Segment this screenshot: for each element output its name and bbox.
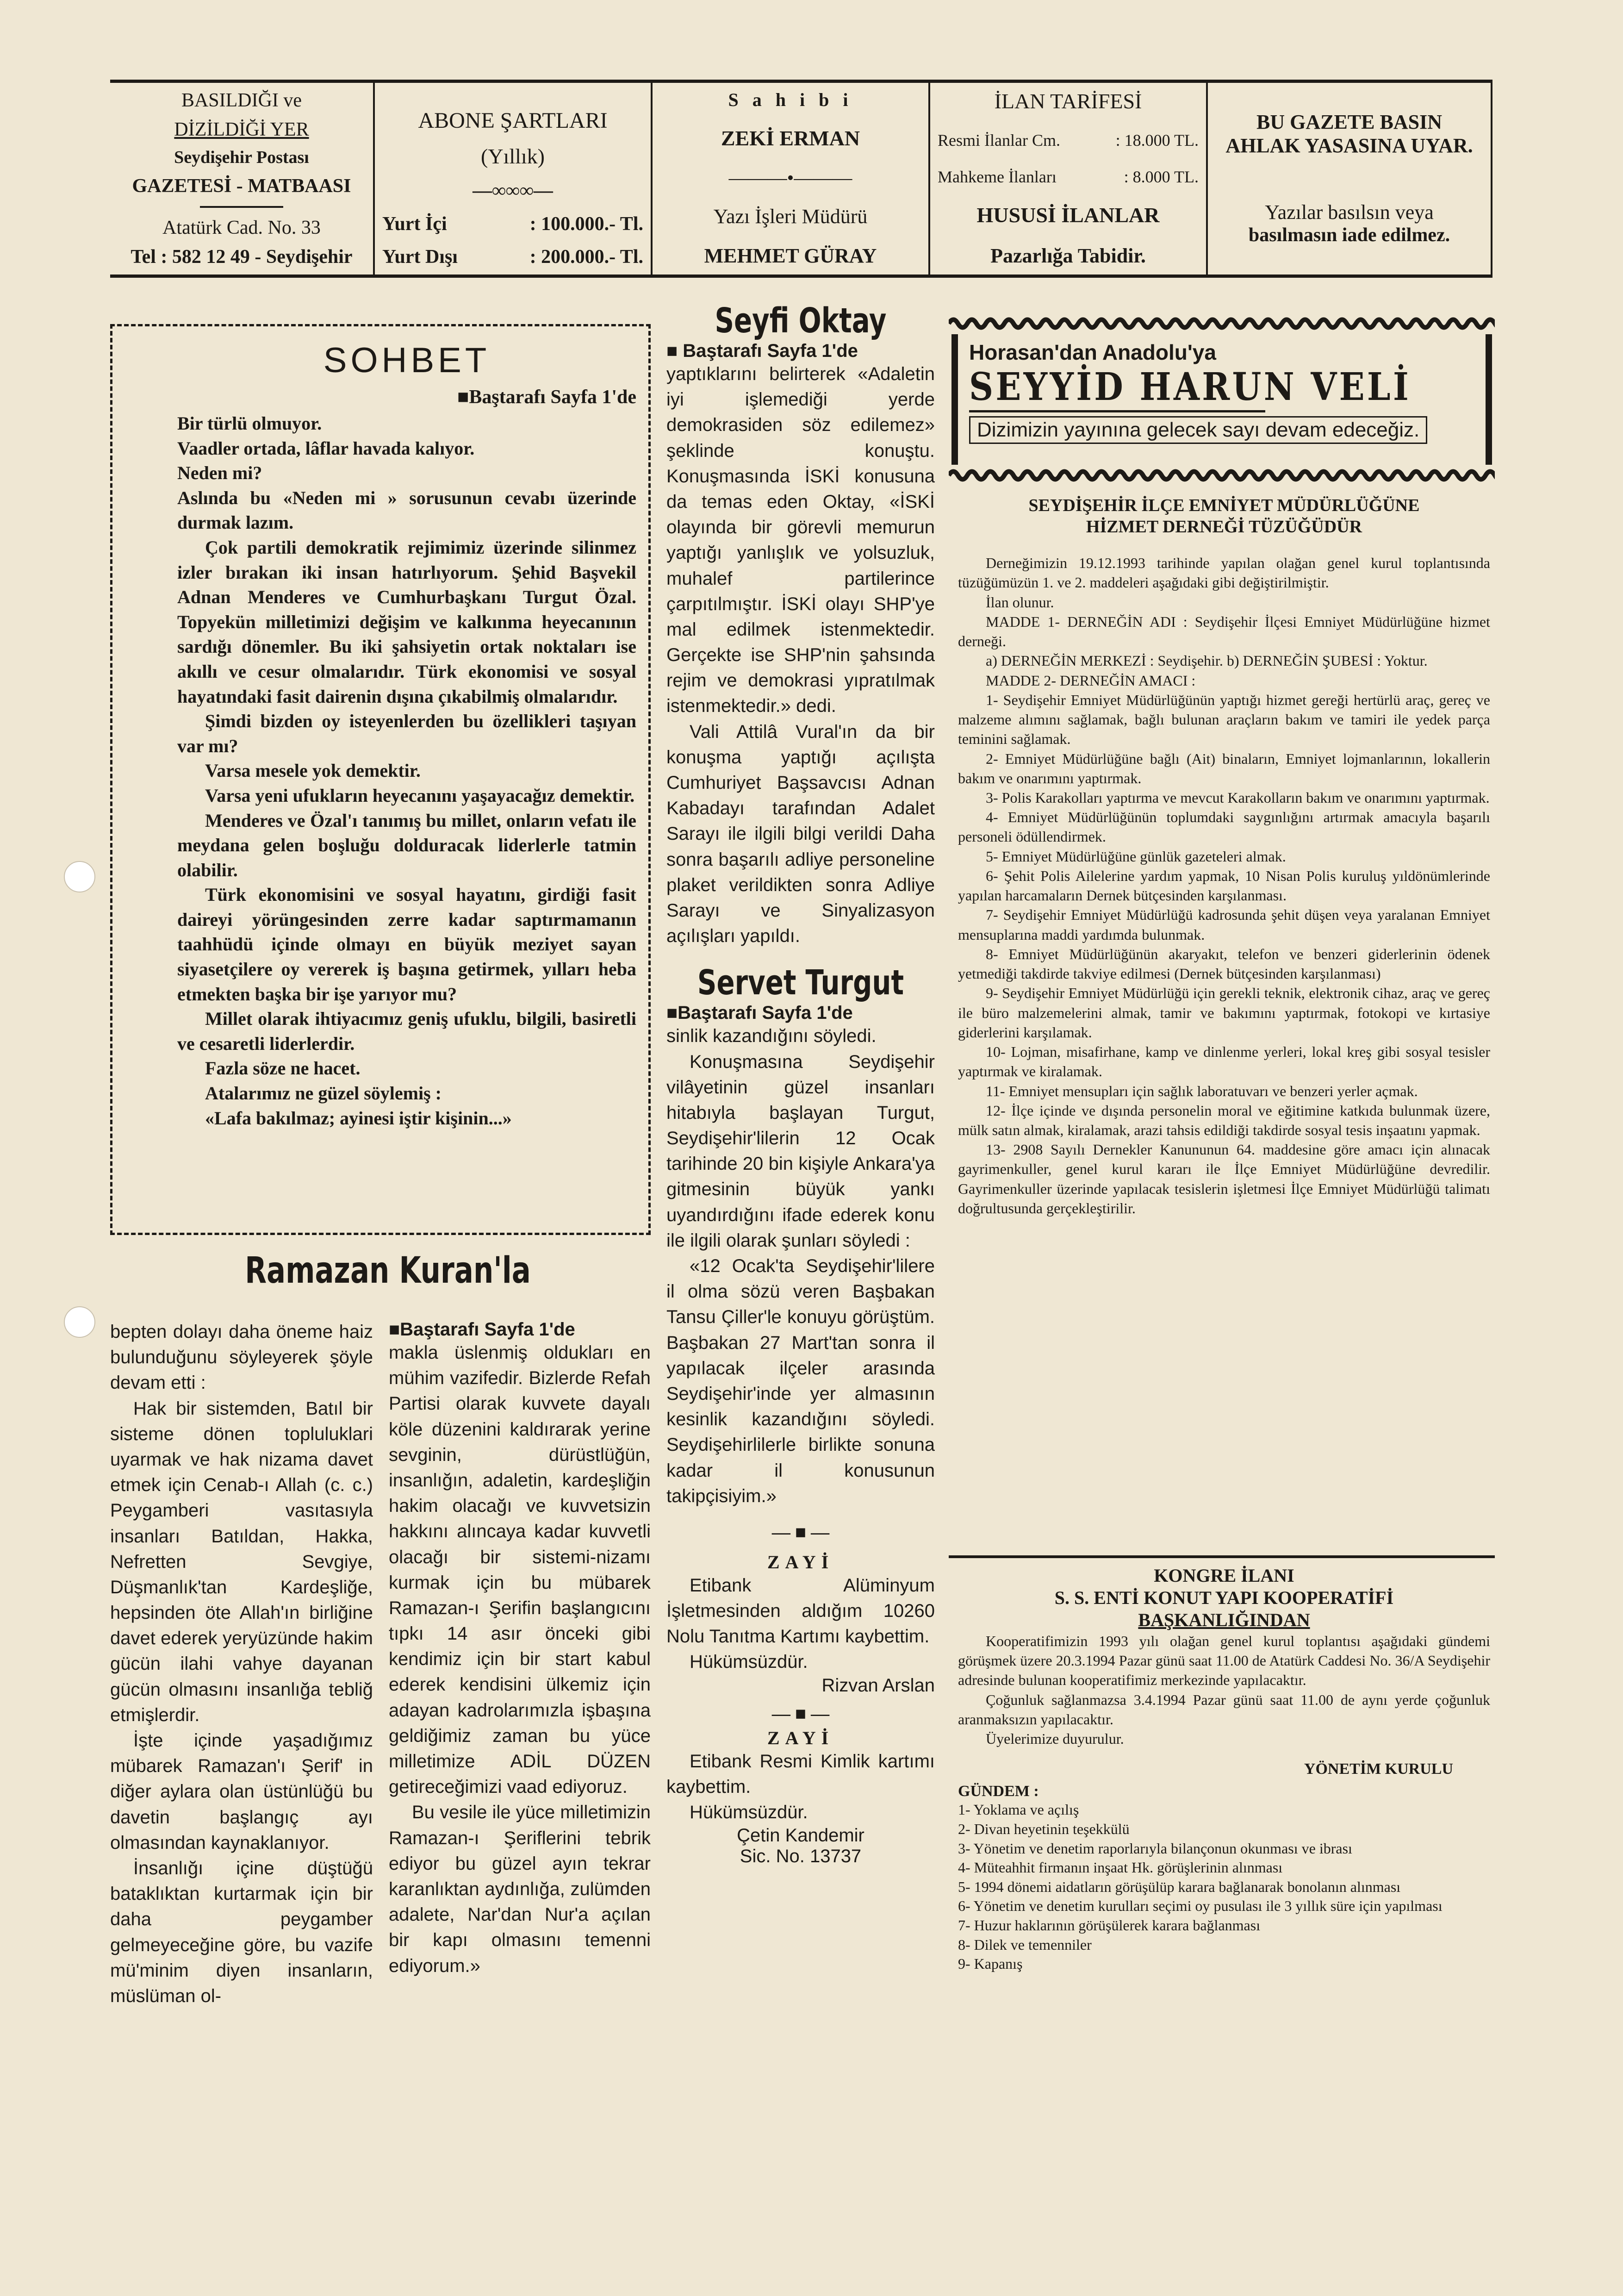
- statute-paragraph: 8- Emniyet Müdürlüğünün akaryakıt, telefon ve benzeri giderlerinin ödenek yetmediği takdirde takviye edilmesi (Dernek bütçesinden karşılanması): [958, 945, 1490, 982]
- agenda-list: [958, 1800, 1490, 1973]
- editor-role: Yazı İşleri Müdürü: [713, 205, 868, 228]
- ramazan-paragraph: Bu vesile ile yüce milletimizin Ramazan-ı Şeriflerini tebrik ediyor bu güzel ayın tekrar karanlıktan aydınlığa, zulümden adalete, Nar'dan Nur'a açılan bir kapı olmasını temenni ediyorum.»: [389, 1802, 651, 1976]
- subscription-title: ABONE ŞARTLARI: [418, 108, 608, 133]
- ramazan-headline: Ramazan Kuran'la: [245, 1250, 531, 1292]
- court-ad-label: Mahkeme İlanları: [938, 167, 1057, 186]
- ethics-line-1: BU GAZETE BASIN: [1256, 111, 1442, 134]
- policy-line-1: Yazılar basılsın veya: [1265, 200, 1434, 224]
- policy-line-2: basılmasın iade edilmez.: [1248, 225, 1450, 246]
- association-statute: [958, 495, 1490, 1551]
- sohbet-paragraph: Türk ekonomisini ve sosyal hayatını, girdiği fasit daireyi yörüngesinden zerre kadar saptırmamanın taahhüdü içinde olmayı en büyük meziyet sayan siyasetçilere oy vererek iş başına getirmek, yılları heba etmekten başka bir işe yarıyor mu?: [177, 884, 636, 1004]
- sohbet-paragraph: Varsa mesele yok demektir.: [205, 760, 421, 781]
- congress-notice: [958, 1565, 1490, 2120]
- notice-title-3: BAŞKANLIĞINDAN: [1138, 1610, 1310, 1630]
- official-ad-price: : 18.000 TL.: [1115, 131, 1199, 150]
- statute-paragraph: a) DERNEĞİN MERKEZİ : Seydişehir. b) DERNEĞİN ŞUBESİ : Yoktur.: [986, 652, 1428, 669]
- zayi-text: Etibank Resmi Kimlik kartımı kaybettim.: [666, 1751, 935, 1797]
- sohbet-paragraph: Bir türlü olmuyor.: [177, 413, 322, 434]
- separator: — ■ —: [771, 1703, 830, 1724]
- punch-hole: [64, 1306, 95, 1338]
- zayi-name: Çetin Kandemir: [737, 1825, 864, 1846]
- notice-paragraph: Çoğunluk sağlanmazsa 3.4.1994 Pazar günü saat 11.00 de aynı yerde çoğunluk aranmaksızın yapılacaktır.: [958, 1691, 1490, 1728]
- statute-paragraph: 4- Emniyet Müdürlüğünün toplumdaki saygınlığını artırmak amacıyla başarılı personeli ödüllendirmek.: [958, 809, 1490, 845]
- wavy-border-top: [949, 313, 1495, 334]
- foreign-row: [382, 246, 643, 268]
- continued-from-label: ■Baştarafı Sayfa 1'de: [666, 1003, 853, 1023]
- domestic-row: [382, 213, 643, 235]
- continued-from-label: ■ Baştarafı Sayfa 1'de: [666, 341, 858, 361]
- sohbet-paragraph: Neden mi?: [177, 462, 262, 484]
- court-ad-price: : 8.000 TL.: [1124, 167, 1199, 186]
- wavy-border-bottom: [949, 465, 1495, 486]
- private-ads-note: Pazarlığa Tabidir.: [990, 244, 1146, 268]
- ad-rates-title: İLAN TARİFESİ: [994, 89, 1142, 113]
- ornament: ———•———: [728, 167, 852, 189]
- statute-paragraph: MADDE 2- DERNEĞİN AMACI :: [986, 672, 1196, 689]
- sohbet-paragraph: Çok partili demokratik rejimimiz üzerinde silinmez izler bırakan iki insan hatırlıyorum. Şehid Başvekil Adnan Menderes ve Cumhurbaşkanı Turgut Özal. Topyekün milletimizi değişim ve kalkınma heyecanının sardığı dönemler. Bu iki şahsiyetin ortak noktaları ise akıllı ve cesur olmalarıdır. Türk ekonomisi ve sosyal hayatındaki fasit dairenin dışına çıkabilmiş olmalarıdır.: [177, 537, 636, 707]
- seyfi-paragraph: Vali Attilâ Vural'ın da bir konuşma yaptığı açılışta Cumhuriyet Başsavcısı Adnan Kabadayı tarafından Adalet Sarayı ile ilgili bilgi verildi Daha sonra başarılı adliye personeline plaket verildikten sonra Adliye Sarayı ve Sinyalizasyon açılışları yapıldı.: [666, 721, 935, 947]
- print-label-2: DİZİLDİĞİ YER: [174, 119, 309, 141]
- ramazan-paragraph: İşte içinde yaşadığımız mübarek Ramazan'ı Şerif' in diğer aylara olan üstünlüğü bu davetin başlangıç ayı olmasından kaynaklanıyor.: [110, 1730, 373, 1853]
- statute-paragraph: 1- Seydişehir Emniyet Müdürlüğünün yaptığı hizmet gereği hertürlü araç, gereç ve malzeme alımını sağlamak, bağlı bulunan araçların bakım ve tamiri ile yedek parça teminini sağlamak.: [958, 691, 1490, 748]
- sohbet-paragraph: Varsa yeni ufukların heyecanını yaşayacağız demektir.: [205, 785, 635, 806]
- newspaper-name: Seydişehir Postası: [174, 148, 309, 168]
- newspaper-press: GAZETESİ - MATBAASI: [132, 175, 351, 197]
- statute-paragraph: 5- Emniyet Müdürlüğüne günlük gazeteleri almak.: [986, 848, 1286, 865]
- sohbet-column: [110, 324, 651, 1235]
- statute-paragraph: 13- 2908 Sayılı Dernekler Kanununun 64. maddesine göre amacı için alınacak gayrimenkuller, genel kurul kararı ile İlçe Emniyet Müdürlüğüne devredilir. Gayrimenkuller üzerinde yapılacak tesislerin işletmesi İlçe Emniyet Müdürlüğü talimatı doğrultusunda gerçekleştirilir.: [958, 1141, 1490, 1217]
- agenda-item: 4- Müteahhit firmanın inşaat Hk. görüşlerinin alınması: [958, 1859, 1283, 1876]
- series-title: SEYYİD HARUN VELİ: [969, 365, 1411, 409]
- owner-title: S a h i b i: [728, 89, 853, 110]
- agenda-item: 1- Yoklama ve açılış: [958, 1801, 1079, 1818]
- ramazan-paragraph: İnsanlığı içine düştüğü bataklıktan kurtarmak için bir daha peygamber gelmeyeceğine göre, bu vazife mü'minim diyen insanların, müslüman ol-: [110, 1858, 373, 2006]
- statute-title-2: HİZMET DERNEĞİ TÜZÜĞÜDÜR: [1086, 517, 1362, 537]
- notice-title-2: S. S. ENTİ KONUT YAPI KOOPERATİFİ: [1054, 1587, 1394, 1608]
- servet-paragraph: sinlik kazandığını söyledi.: [666, 1026, 877, 1047]
- sohbet-paragraph: «Lafa bakılmaz; ayinesi iştir kişinin...»: [205, 1107, 512, 1129]
- masthead-ad-rates: [928, 83, 1206, 275]
- masthead-owner: [651, 83, 928, 275]
- board-signature: YÖNETİM KURULU: [1304, 1760, 1453, 1778]
- zayi-title: ZAYİ: [767, 1727, 834, 1748]
- sohbet-title: SOHBET: [323, 341, 491, 380]
- agenda-item: 6- Yönetim ve denetim kurulları seçimi oy pusulası ile 3 yıllık süre için yapılması: [958, 1897, 1443, 1915]
- domestic-label: Yurt İçi: [382, 213, 447, 235]
- notice-paragraph: Kooperatifimizin 1993 yılı olağan genel kurul toplantısı aşağıdaki gündemi görüşmek üzere 20.3.1994 Pazar günü saat 11.00 de Atatürk Caddesi No. 36/A Seydişehir adresinde bulunan kooperatifimiz merkezinde yapılacaktır.: [958, 1633, 1490, 1689]
- statute-paragraph: Derneğimizin 19.12.1993 tarihinde yapılan olağan genel kurul toplantısında tüzüğümüzün 1. ve 2. maddeleri aşağıdaki gibi değiştirilmiştir.: [958, 555, 1490, 591]
- agenda-item: 2- Divan heyetinin teşekkülü: [958, 1821, 1130, 1837]
- statute-paragraph: 2- Emniyet Müdürlüğüne bağlı (Ait) binaların, Emniyet lojmanlarının, lokallerin bakım ve onarımını yaptırmak.: [958, 750, 1490, 786]
- masthead: [110, 80, 1492, 278]
- foreign-label: Yurt Dışı: [382, 246, 458, 268]
- ramazan-paragraph: makla üslenmiş oldukları en mühim vazifedir. Bizlerde Refah Partisi olarak kuvvete dayalı köle düzenini kaldırarak yerine sevginin, dürüstlüğün, insanlığın, adaletin, kardeşliğin hakim olacağı ve kuvvetsizin hakkını alıncaya kadar kuvvetli olacağı bir sistemi-nizamı kurmak için bu mübarek Ramazan-ı Şerifin başlangıcını tıpkı 14 asır önceki gibi kendimiz için bir start kabul ederek kendisini ülkemiz için adayan kadrolarımızla işbaşına geldiğimiz zaman bu yüce milletimize ADİL DÜZEN getireceğimizi vaad ediyoruz.: [389, 1342, 651, 1797]
- agenda-item: 5- 1994 dönemi aidatların görüşülüp karara bağlanarak bonolanın alınması: [958, 1878, 1401, 1895]
- masthead-subscription: [373, 83, 651, 275]
- official-ad-row: [938, 131, 1199, 150]
- agenda-title: GÜNDEM :: [958, 1783, 1039, 1800]
- seyfi-oktay-headline: Seyfi Oktay: [715, 301, 887, 341]
- sohbet-paragraph: Aslında bu «Neden mi » sorusunun cevabı üzerinde durmak lazım.: [177, 487, 636, 533]
- private-ads-title: HUSUSİ İLANLAR: [976, 203, 1160, 227]
- servet-turgut-headline: Servet Turgut: [697, 963, 904, 1003]
- middle-column: [666, 301, 935, 2106]
- statute-paragraph: 11- Emniyet mensupları için sağlık laboratuvarı ve benzeri yerler açmak.: [986, 1082, 1418, 1099]
- zayi-text: Etibank Alüminyum İşletmesinden aldığım 10260 Nolu Tanıtma Kartımı kaybettim.: [666, 1575, 935, 1647]
- court-ad-row: [938, 167, 1199, 187]
- ramazan-paragraph: Hak bir sistemden, Batıl bir sisteme dönen topluluklari uyarmak ve hak nizama davet etmek için Cenab-ı Allah (c. c.) Peygamberi vasıtasıyla insanları Batıldan, Hakka, Nefretten Sevgiye, Düşmanlık'tan Kardeşliğe, hepsinden öte Allah'ın birliğine davet ederek yeryüzünde hakim gücün ilahi vahye dayanan gücün olmasını insanlığa tebliğ etmişlerdir.: [110, 1398, 373, 1725]
- address: Atatürk Cad. No. 33: [162, 217, 321, 238]
- sohbet-paragraph: Vaadler ortada, lâflar havada kalıyor.: [177, 437, 475, 459]
- masthead-print-info: [110, 83, 373, 275]
- zayi-name: Rizvan Arslan: [821, 1675, 935, 1696]
- sohbet-paragraph: Fazla söze ne hacet.: [205, 1058, 361, 1079]
- agenda-item: 9- Kapanış: [958, 1955, 1023, 1972]
- statute-paragraph: 7- Seydişehir Emniyet Müdürlüğü kadrosunda şehit düşen veya yaralanan Emniyet mensuplarına maddi yardımda bulunmak.: [958, 906, 1490, 943]
- agenda-item: 7- Huzur haklarının görüşülerek karara bağlanması: [958, 1916, 1261, 1934]
- ornament: —∞∞∞—: [473, 180, 553, 201]
- ramazan-paragraph: bepten dolayı daha öneme haiz bulunduğunu söyleyerek şöyle devam etti :: [110, 1322, 373, 1393]
- zayi-title: ZAYİ: [767, 1551, 834, 1572]
- zayi-note: Hükümsüzdür.: [690, 1802, 808, 1822]
- editor-name: MEHMET GÜRAY: [704, 244, 877, 268]
- sohbet-paragraph: Atalarımız ne güzel söylemiş :: [205, 1083, 442, 1104]
- sohbet-paragraph: Şimdi bizden oy isteyenlerden bu özellikleri taşıyan var mı?: [177, 711, 636, 756]
- continued-from-label: ■Baştarafı Sayfa 1'de: [457, 387, 636, 408]
- statute-title-1: SEYDİŞEHİR İLÇE EMNİYET MÜDÜRLÜĞÜNE: [1028, 496, 1420, 515]
- zayi-registry: Sic. No. 13737: [740, 1846, 862, 1867]
- phone: Tel : 582 12 49 - Seydişehir: [131, 246, 353, 268]
- ethics-line-2: AHLAK YASASINA UYAR.: [1225, 134, 1473, 157]
- seyfi-paragraph: yaptıklarını belirterek «Adaletin iyi işlemediği yerde demokrasiden söz edilemez» şeklinde konuştu. Konuşmasında İSKİ konusuna da temas eden Oktay, «İSKİ olayında bir görevli memurun yaptığı yanlışlık ve yolsuzluk, muhalef partilerince çarpıtılmıştır. İSKİ olayı SHP'ye mal edilmek istenmektedir. Gerçekte ise SHP'nin şahsında rejim ve demokrasi yıpratılmak istenmektedir.» dedi.: [666, 364, 935, 717]
- continued-from-label: ■Baştarafı Sayfa 1'de: [389, 1319, 575, 1340]
- divider: [969, 410, 1265, 412]
- series-subtitle: Horasan'dan Anadolu'ya: [969, 340, 1216, 364]
- series-footer: Dizimizin yayınına gelecek sayı devam edeceğiz.: [969, 416, 1427, 444]
- statute-paragraph: 6- Şehit Polis Ailelerine yardım yapmak, 10 Nisan Polis kuruluş yıldönümlerinde yapılan harcamaların Dernek bütçesinden karşılanması.: [958, 867, 1490, 904]
- statute-paragraph: 10- Lojman, misafirhane, kamp ve dinlenme yerleri, lokal kreş gibi sosyal tesisler yaptırmak ve kiralamak.: [958, 1043, 1490, 1080]
- statute-paragraph: MADDE 1- DERNEĞİN ADI : Seydişehir İlçesi Emniyet Müdürlüğüne hizmet derneği.: [958, 613, 1490, 650]
- divider: [200, 206, 283, 208]
- statute-paragraph: 9- Seydişehir Emniyet Müdürlüğü için gerekli teknik, elektronik cihaz, araç ve gereç ile büro malzemelerini almak, tamir ve bakımını yaptırmak, fotokopi ve kırtasiye giderlerini karşılamak.: [958, 985, 1490, 1041]
- ramazan-column-1: [110, 1319, 373, 2106]
- notice-title-1: KONGRE İLANI: [1154, 1565, 1294, 1586]
- statute-paragraph: İlan olunur.: [986, 593, 1054, 611]
- official-ad-label: Resmi İlanlar Cm.: [938, 131, 1060, 150]
- punch-hole: [64, 861, 95, 892]
- sohbet-paragraph: Menderes ve Özal'ı tanımış bu millet, onların vefatı ile meydana gelen boşluğu dolduracak liderlerle tatmin olabilir.: [177, 810, 636, 880]
- agenda-item: 8- Dilek ve temenniler: [958, 1936, 1092, 1953]
- subscription-period: (Yıllık): [481, 144, 545, 168]
- agenda-item: 3- Yönetim ve denetim raporlarıyla bilançonun okunması ve ibrası: [958, 1840, 1352, 1857]
- ramazan-column-2: [389, 1319, 651, 2106]
- domestic-price: : 100.000.- Tl.: [529, 213, 643, 235]
- notice-paragraph: Üyelerimize duyurulur.: [986, 1730, 1124, 1747]
- statute-paragraph: 12- İlçe içinde ve dışında personelin moral ve eğitimine katkıda bulunmak üzere, mülk satın almak, kiralamak, arazi tahsis edildiği takdirde sosyal tesis inşaatını yapmak.: [958, 1102, 1490, 1138]
- divider: [949, 1555, 1495, 1558]
- horasan-series-box: [951, 334, 1492, 465]
- masthead-ethics: [1206, 83, 1492, 275]
- sohbet-paragraph: Millet olarak ihtiyacımız geniş ufuklu, bilgili, basiretli ve cesaretli liderlerdir.: [177, 1008, 636, 1054]
- zayi-note: Hükümsüzdür.: [690, 1652, 808, 1672]
- statute-paragraph: 3- Polis Karakolları yaptırma ve mevcut Karakolların bakım ve onarımını yaptırmak.: [986, 789, 1490, 806]
- print-label-1: BASILDIĞI ve: [181, 90, 302, 111]
- foreign-price: : 200.000.- Tl.: [529, 246, 643, 268]
- separator: — ■ —: [771, 1521, 830, 1542]
- servet-paragraph: «12 Ocak'ta Seydişehir'lilere il olma sözü veren Başbakan Tansu Çiller'le konuyu görüştüm. Başbakan 27 Mart'tan sonra il yapılacak ilçeler arasında Seydişehir'inde yer almasının kesinlik kazandığını söyledi. Seydişehirlilerle birlikte sonuna kadar il konusunun takipçisiyim.»: [666, 1256, 935, 1506]
- servet-paragraph: Konuşmasına Seydişehir vilâyetinin güzel insanları hitabıyla başlayan Turgut, Seydişehir'lilerin 12 Ocak tarihinde 20 bin kişiyle Ankara'ya gitmesinin büyük yankı uyandırdığını ifade ederek konu ile ilgili olarak şunları söyledi :: [666, 1051, 935, 1251]
- owner-name: ZEKİ ERMAN: [721, 126, 860, 150]
